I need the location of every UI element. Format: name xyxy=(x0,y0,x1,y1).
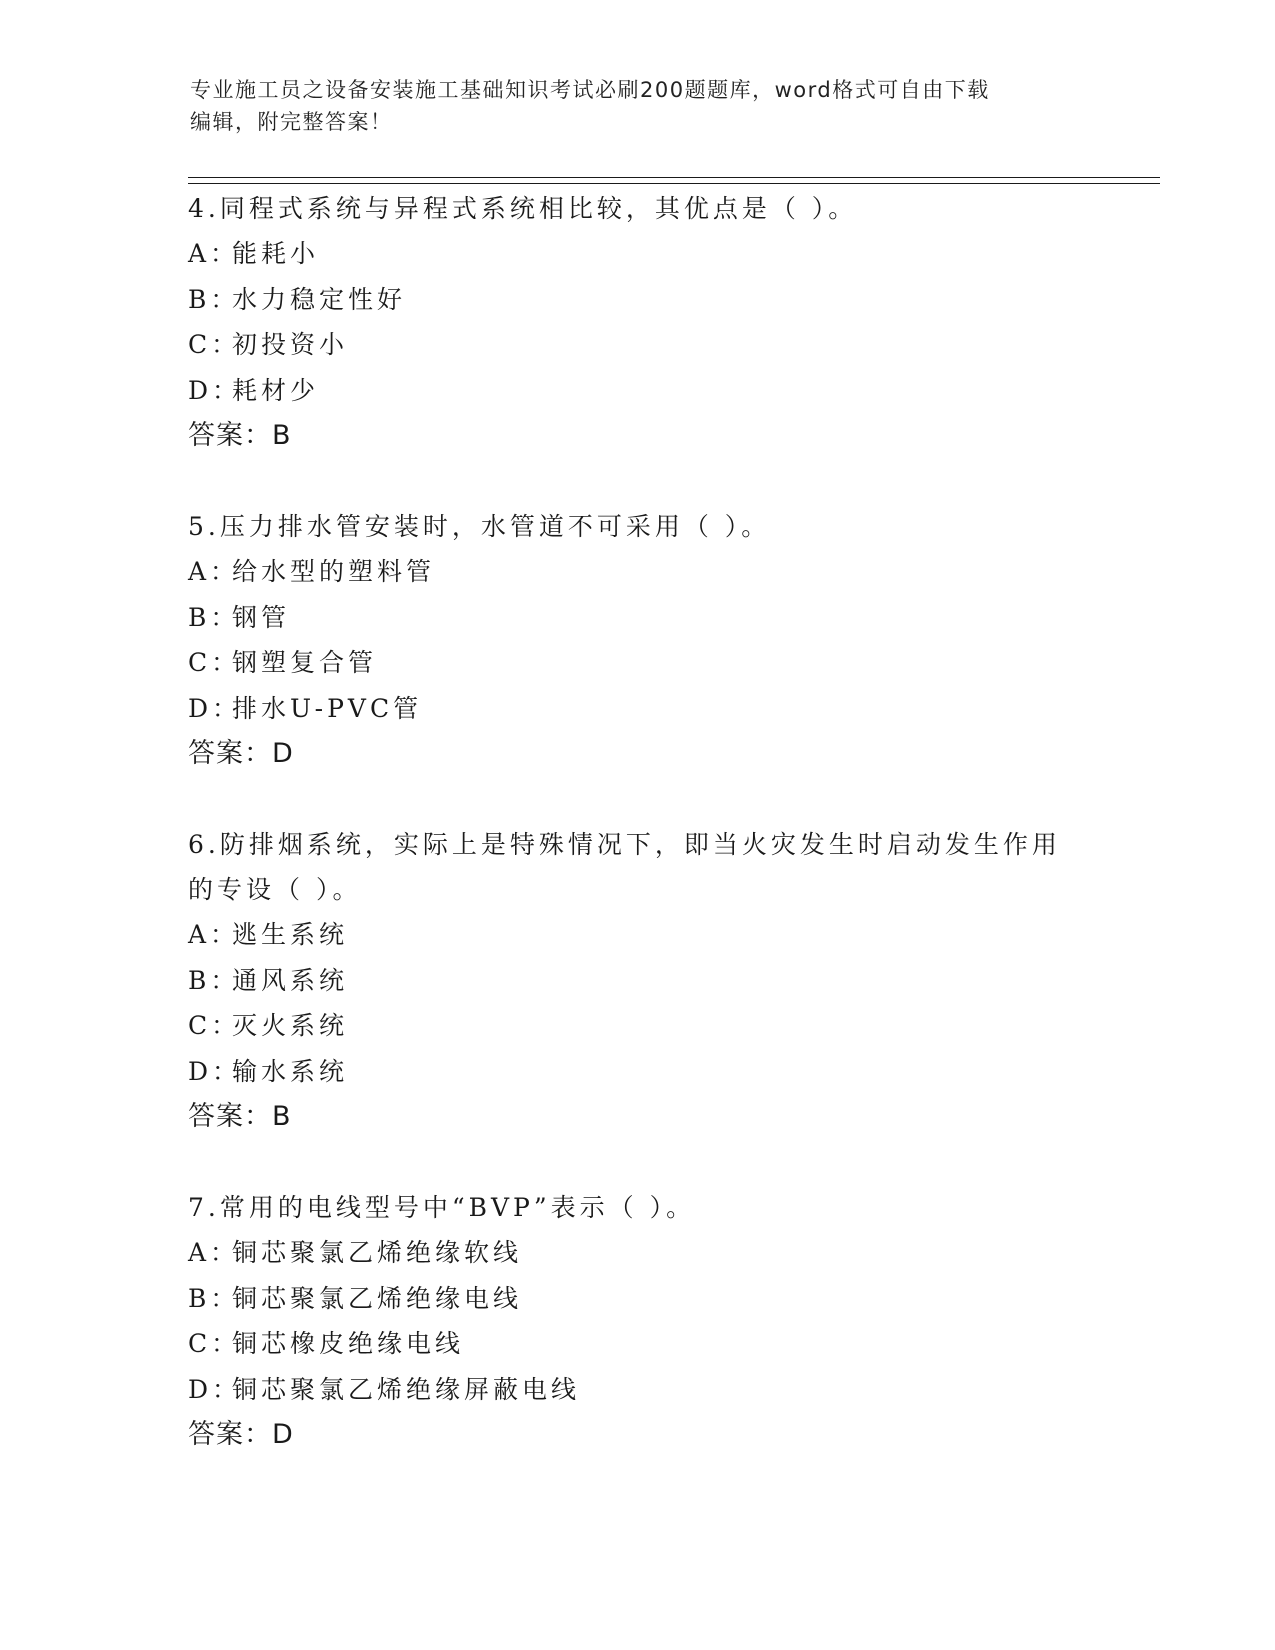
option-a xyxy=(188,912,1088,958)
answer-label: 答案：D xyxy=(188,1419,294,1450)
question-list xyxy=(188,186,1088,1503)
answer-label: 答案：D xyxy=(188,738,294,769)
option-a xyxy=(188,231,1088,277)
question-stem-continued: 的专设（ ）。 xyxy=(188,875,362,904)
header-title-line-1: 专业施工员之设备安装施工基础知识考试必刷200题题库，word格式可自由下载 xyxy=(190,78,990,102)
option-list xyxy=(188,231,1088,413)
option-letter: C： xyxy=(188,1011,241,1040)
header-double-rule xyxy=(188,177,1160,184)
question-stem: 7.常用的电线型号中“BVP”表示（ ）。 xyxy=(188,1193,696,1222)
option-text: 初投资小 xyxy=(232,330,349,359)
option-text: 铜芯橡皮绝缘电线 xyxy=(232,1329,465,1358)
option-text: 铜芯聚氯乙烯绝缘电线 xyxy=(232,1283,523,1313)
option-text: 通风系统 xyxy=(232,965,349,995)
option-letter: C： xyxy=(188,330,241,359)
option-d xyxy=(188,1049,1088,1095)
option-b xyxy=(188,1276,1088,1322)
option-letter: A： xyxy=(188,239,240,268)
document-header xyxy=(190,74,1090,138)
option-text: 钢塑复合管 xyxy=(232,648,378,677)
header-title-line-2: 编辑，附完整答案！ xyxy=(190,110,393,134)
option-list xyxy=(188,912,1088,1094)
option-d xyxy=(188,686,1088,732)
option-c xyxy=(188,1321,1088,1367)
question-5 xyxy=(188,504,1088,776)
option-text: 给水型的塑料管 xyxy=(232,557,436,586)
option-c xyxy=(188,322,1088,368)
option-letter: A： xyxy=(188,920,240,949)
option-letter: D： xyxy=(188,375,242,405)
option-b xyxy=(188,277,1088,323)
option-text: 铜芯聚氯乙烯绝缘软线 xyxy=(232,1238,523,1267)
option-text: 灭火系统 xyxy=(232,1011,349,1040)
option-b xyxy=(188,958,1088,1004)
option-list xyxy=(188,549,1088,731)
question-stem: 5.压力排水管安装时，水管道不可采用（ ）。 xyxy=(188,512,771,541)
option-letter: B： xyxy=(188,965,240,995)
option-text: 排水U-PVC管 xyxy=(232,693,423,723)
option-c xyxy=(188,640,1088,686)
option-text: 耗材少 xyxy=(232,375,320,405)
answer-label: 答案：B xyxy=(188,1101,292,1132)
question-stem: 4.同程式系统与异程式系统相比较，其优点是（ ）。 xyxy=(188,194,858,223)
option-letter: D： xyxy=(188,1056,242,1086)
option-letter: B： xyxy=(188,602,240,632)
option-c xyxy=(188,1003,1088,1049)
option-d xyxy=(188,368,1088,414)
option-text: 输水系统 xyxy=(232,1056,349,1086)
question-4 xyxy=(188,186,1088,458)
option-a xyxy=(188,549,1088,595)
option-letter: A： xyxy=(188,1238,240,1267)
option-letter: B： xyxy=(188,1283,240,1313)
option-b xyxy=(188,595,1088,641)
option-letter: D： xyxy=(188,1374,242,1404)
question-7 xyxy=(188,1185,1088,1457)
option-letter: C： xyxy=(188,1329,241,1358)
option-text: 逃生系统 xyxy=(232,920,349,949)
option-text: 铜芯聚氯乙烯绝缘屏蔽电线 xyxy=(232,1374,581,1404)
option-letter: C： xyxy=(188,648,241,677)
option-letter: B： xyxy=(188,284,240,314)
option-text: 钢管 xyxy=(232,602,291,632)
answer-label: 答案：B xyxy=(188,420,292,451)
option-letter: D： xyxy=(188,693,242,723)
option-text: 能耗小 xyxy=(232,239,320,268)
question-6 xyxy=(188,822,1088,1139)
question-stem: 6.防排烟系统，实际上是特殊情况下，即当火灾发生时启动发生作用 xyxy=(188,830,1061,859)
option-letter: A： xyxy=(188,557,240,586)
option-list xyxy=(188,1230,1088,1412)
option-d xyxy=(188,1367,1088,1413)
option-text: 水力稳定性好 xyxy=(232,284,407,314)
option-a xyxy=(188,1230,1088,1276)
